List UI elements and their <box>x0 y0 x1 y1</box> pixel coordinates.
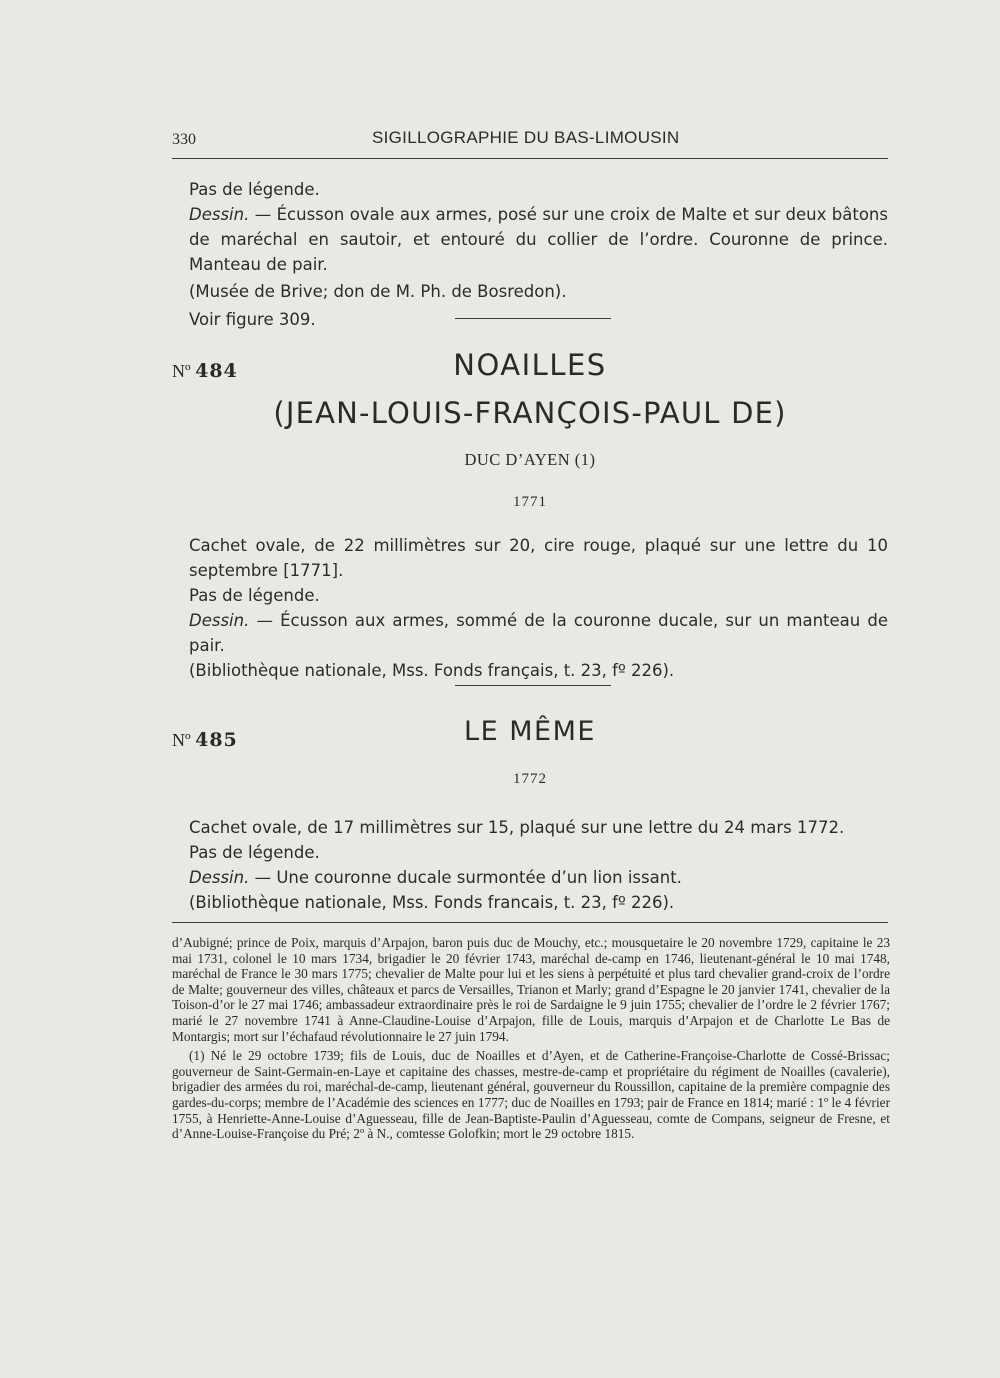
entry-source: (Bibliothèque nationale, Mss. Fonds francais, t. 23, fº 226). <box>189 893 675 912</box>
top-dessin <box>172 202 888 277</box>
entry-legend: Pas de légende. <box>189 586 320 605</box>
entry-legend: Pas de légende. <box>189 843 320 862</box>
footnotes <box>172 935 890 1142</box>
entry-number-value: 485 <box>195 729 238 751</box>
entry-source: (Bibliothèque nationale, Mss. Fonds français, t. 23, fº 226). <box>189 661 675 680</box>
dessin-text: — Écusson aux armes, sommé de la couronne ducale, sur un manteau de pair. <box>189 611 888 655</box>
entry-year: 1772 <box>513 771 547 787</box>
footnote-rule <box>172 922 888 923</box>
entry-rank: DUC D’AYEN (1) <box>464 450 596 469</box>
top-source: (Musée de Brive; don de M. Ph. de Bosredon). <box>189 282 567 301</box>
entry-number-prefix: Nº <box>172 361 191 381</box>
entry-number-value: 484 <box>195 360 238 382</box>
entry-title: NOAILLES <box>453 348 607 382</box>
top-figure-ref: Voir figure 309. <box>189 310 316 329</box>
dessin-label: Dessin. <box>189 611 250 630</box>
dessin-label: Dessin. <box>189 868 250 887</box>
entry-dessin <box>172 865 888 890</box>
page-number: 330 <box>172 131 196 148</box>
entry-year: 1771 <box>513 494 547 510</box>
entry-484-body <box>172 533 888 683</box>
entry-title: LE MÊME <box>464 716 596 747</box>
footnote-continuation: d’Aubigné; prince de Poix, marquis d’Arpajon, baron puis duc de Mouchy, etc.; mousquetaire le 20 novembre 1729, capitaine le 23 mai 1731, colonel le 10 mars 1734, brigadier le 20 février 1743, maréchal de-camp en 1746, lieutenant-général le 10 mai 1748, maréchal de France le 30 mars 1775; chevalier de Malte pour lui et les siens à perpétuité et plus tard chevalier grand-croix de l’ordre de Malte; gouverneur des villes, châteaux et parcs de Versailles, Trianon et Marly; grand d’Espagne le 20 janvier 1741, chevalier de la Toison-d’or le 27 mai 1746; ambassadeur extraordinaire près le roi de Sardaigne le 9 juin 1755; chevalier de l’ordre le 2 février 1767; marié le 27 novembre 1741 à Anne-Claudine-Louise d’Arpajon, fille de Louis, marquis d’Arpajon et de Charlotte Le Bas de Montargis; mort sur l’échafaud révolutionnaire le 27 juin 1794. <box>172 935 890 1044</box>
dessin-text: — Écusson ovale aux armes, posé sur une croix de Malte et sur deux bâtons de maréchal en sautoir, et entouré du collier de l’ordre. Couronne de prince. Manteau de pair. <box>189 205 888 274</box>
entry-subtitle: (JEAN-LOUIS-FRANÇOIS-PAUL DE) <box>273 396 787 430</box>
entry-dessin <box>172 608 888 658</box>
top-block <box>172 177 888 332</box>
dessin-text: — Une couronne ducale surmontée d’un lion issant. <box>249 868 682 887</box>
section-divider <box>455 685 611 686</box>
top-legend: Pas de légende. <box>189 180 320 199</box>
entry-description: Cachet ovale, de 17 millimètres sur 15, plaqué sur une lettre du 24 mars 1772. <box>189 818 845 837</box>
footnote-1: (1) Né le 29 octobre 1739; fils de Louis, duc de Noailles et d’Ayen, et de Catherine-Françoise-Charlotte de Cossé-Brissac; gouverneur de Saint-Germain-en-Laye et capitaine des chasses, mestre-de-camp et propriétaire du régiment de Noailles (cavalerie), brigadier des armées du roi, maréchal-de-camp, lieutenant général, gouverneur du Roussillon, capitaine de la première compagnie des gardes-du-corps; membre de l’Académie des sciences en 1777; duc de Noailles en 1793; pair de France en 1814; marié : 1º le 4 février 1755, à Henriette-Anne-Louise d’Aguesseau, fille de Jean-Baptiste-Paulin d’Aguesseau, comte de Compans, seigneur de Fresne, et d’Anne-Louise-Françoise du Pré; 2º à N., comtesse Golofkin; mort le 29 octobre 1815. <box>172 1048 890 1142</box>
section-divider <box>455 318 611 319</box>
running-title: SIGILLOGRAPHIE DU BAS-LIMOUSIN <box>372 128 680 147</box>
dessin-label: Dessin. <box>189 205 250 224</box>
header-rule <box>172 158 888 159</box>
entry-number-prefix: Nº <box>172 730 191 750</box>
entry-description: Cachet ovale, de 22 millimètres sur 20, cire rouge, plaqué sur une lettre du 10 septembre [1771]. <box>189 536 888 580</box>
entry-485-body <box>172 815 888 915</box>
